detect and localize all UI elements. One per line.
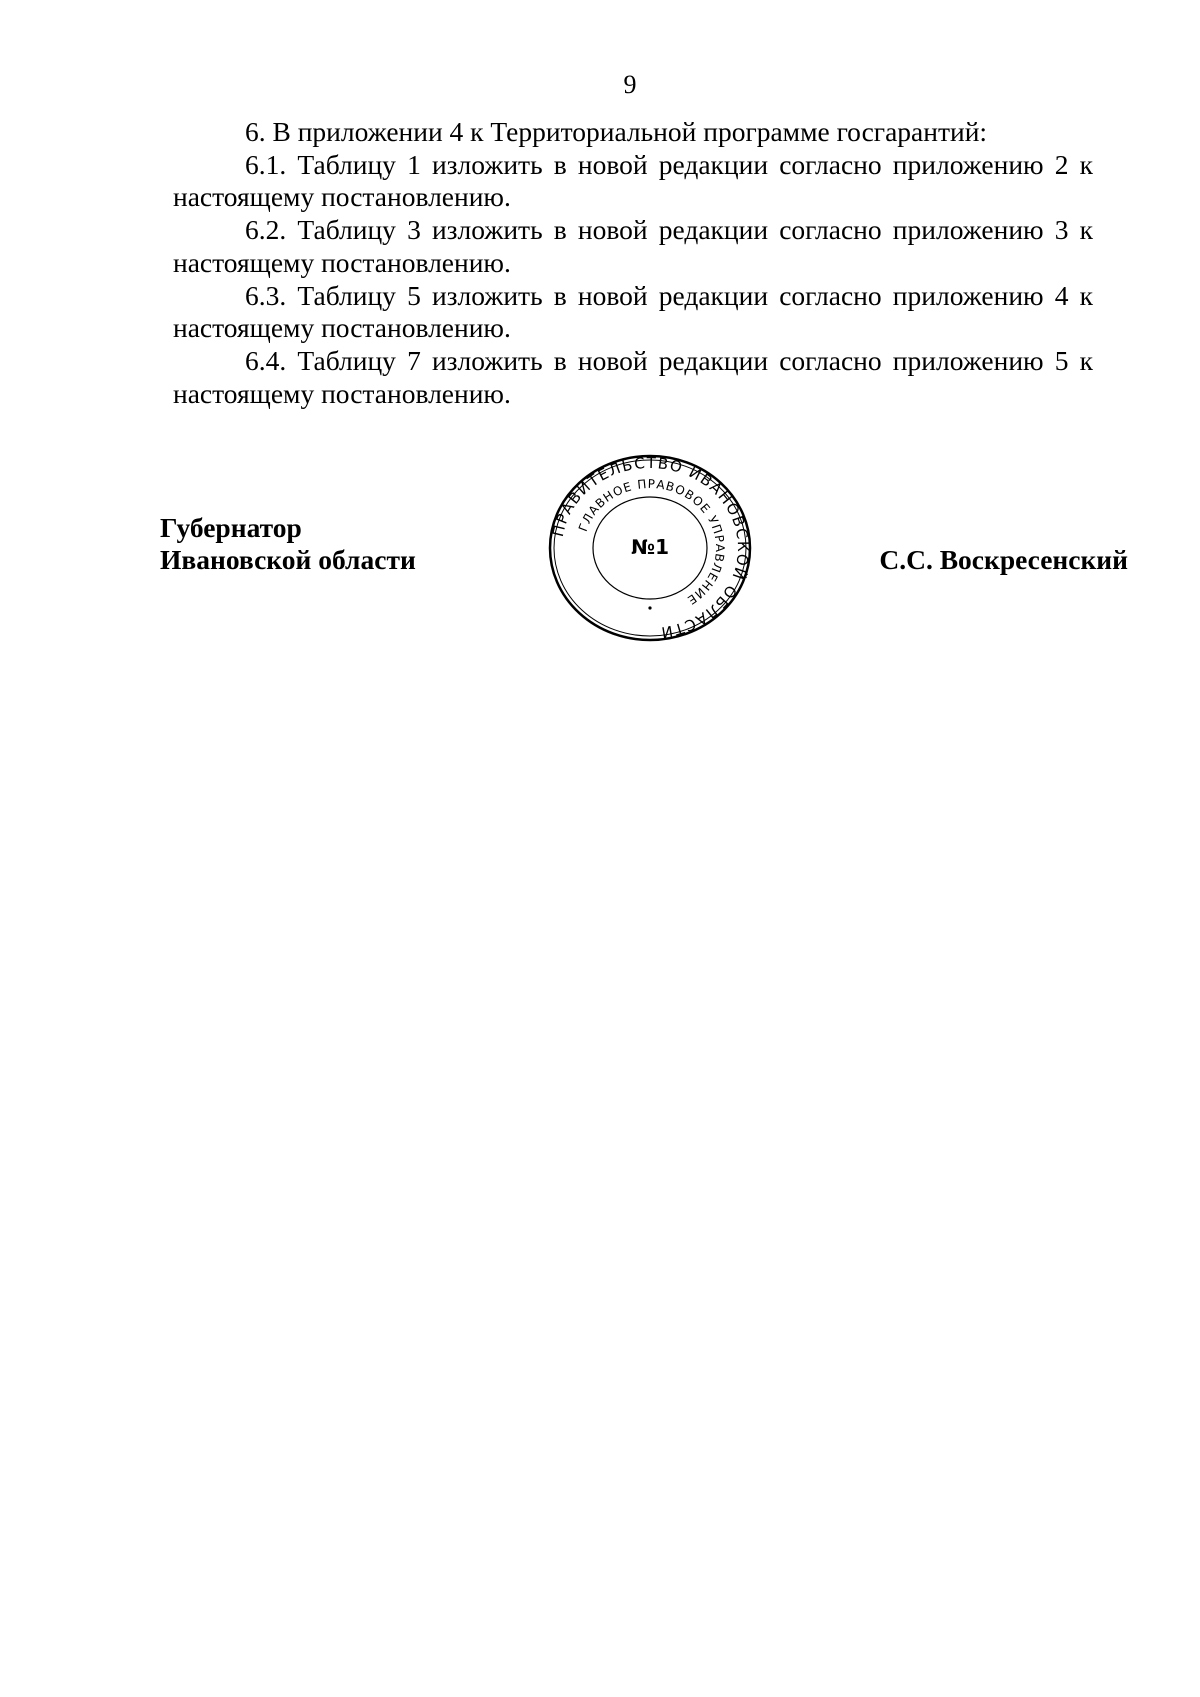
official-seal-stamp [540,448,760,648]
seal-dot [648,606,651,609]
seal-inner-text: ГЛАВНОЕ ПРАВОВОЕ УПРАВЛЕНИЕ [575,476,728,608]
paragraph-6: 6. В приложении 4 к Территориальной программе госгарантий: [245,116,988,147]
paragraph-6-1: 6.1. Таблицу 1 изложить в новой редакции согласно приложению 2 к настоящему постановлению. [173,148,1093,213]
paragraph-6-3: 6.3. Таблицу 5 изложить в новой редакции согласно приложению 4 к настоящему постановлению. [173,279,1093,344]
document-body [173,116,1093,410]
paragraph-6-2: 6.2. Таблицу 3 изложить в новой редакции согласно приложению 3 к настоящему постановлению. [173,214,1093,278]
page-number: 9 [623,70,637,99]
paragraph-6-4: 6.4. Таблицу 7 изложить в новой редакции согласно приложению 5 к настоящему постановлению. [173,344,1093,409]
signatory-title-line2: Ивановской области [160,544,416,575]
signatory-title-line1: Губернатор [160,512,302,543]
seal-outer-text: ПРАВИТЕЛЬСТВО ИВАНОВСКОЙ ОБЛАСТИ [548,453,753,642]
signatory-title [160,512,416,576]
seal-center-text: №1 [631,535,669,559]
signatory-name: С.С. Воскресенский [879,544,1128,575]
